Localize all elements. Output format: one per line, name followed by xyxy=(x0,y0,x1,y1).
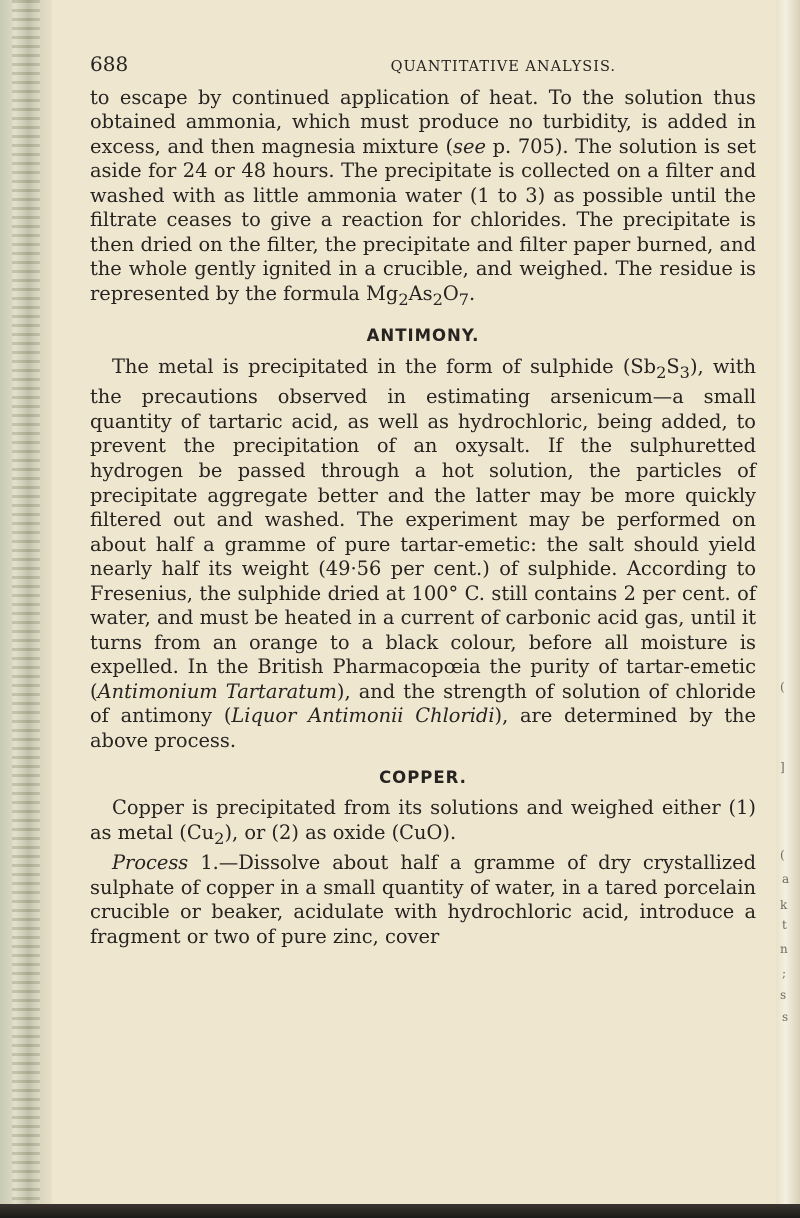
bleed-through-char: n xyxy=(780,942,788,956)
bleed-through-char: s xyxy=(780,988,787,1002)
copper-intro-paragraph: Copper is precipitated from its solutions and weighed either (1) as metal $(Cu_2)$, or (2) as oxide (CuO). xyxy=(90,796,756,848)
arsenic-continuation-paragraph: to escape by continued application of heat. To the solution thus obtained ammonia, which must produce no turbidity, is added in excess, and then magnesia mixture (see p. 705). The solution is set aside for 24 or 48 hours. The precipitate is collected on a filter and washed with as little ammonia water (1 to 3) as possible until the filtrate ceases to give a reaction for chlorides. The precipitate is then dried on the filter, the precipitate and filter paper burned, and the whole gently ignited in a crucible, and weighed. The residue is represented by the formula $Mg_2As_2O_7$. xyxy=(90,85,756,309)
page-header xyxy=(90,52,756,80)
bleed-through-char: t xyxy=(782,918,787,932)
bleed-through-char: ( xyxy=(780,680,785,694)
bleed-through-char: k xyxy=(780,898,788,912)
page-bottom-edge xyxy=(0,1204,800,1218)
section-heading-copper: COPPER. xyxy=(379,767,467,787)
section-heading-antimony: ANTIMONY. xyxy=(366,326,480,346)
running-head: QUANTITATIVE ANALYSIS. xyxy=(390,59,616,75)
bleed-through-char: ; xyxy=(782,966,787,980)
bleed-through-char: ( xyxy=(780,848,785,862)
bleed-through-char: ] xyxy=(780,760,785,774)
copper-process-paragraph: Process 1.—Dissolve about half a gramme of dry crystallized sulphate of copper in a small quantity of water, in a tared porcelain crucible or beaker, acidulate with hydrochloric acid, introduce a fragment or two of pure zinc, cover xyxy=(90,851,756,948)
antimony-paragraph: The metal is precipitated in the form of sulphide $(Sb_2S_3)$, with the precautions observed in estimating arsenicum—a small quantity of tartaric acid, as well as hydrochloric, being added, to prevent the precipitation of an oxysalt. If the sulphuretted hydrogen be passed through a hot solution, the particles of precipitate aggregate better and the latter may be more quickly filtered out and washed. The experiment may be performed on about half a gramme of pure tartar-emetic: the salt should yield nearly half its weight (49·56 per cent.) of sulphide. According to Fresenius, the sulphide dried at 100° C. still contains 2 per cent. of water, and must be heated in a current of carbonic acid gas, until it turns from an orange to a black colour, before all moisture is expelled. In the British Pharmacopœia the purity of tartar-emetic (Antimonium Tartaratum), and the strength of solution of chloride of antimony (Liquor Antimonii Chloridi), are determined by the above process. xyxy=(90,354,756,752)
page-right-edge xyxy=(776,0,800,1218)
page-number: 688 xyxy=(90,52,129,76)
bleed-through-char: a xyxy=(782,872,790,886)
bleed-through-char: s xyxy=(782,1010,789,1024)
book-page xyxy=(90,52,756,949)
book-spine-gutter xyxy=(0,0,52,1218)
